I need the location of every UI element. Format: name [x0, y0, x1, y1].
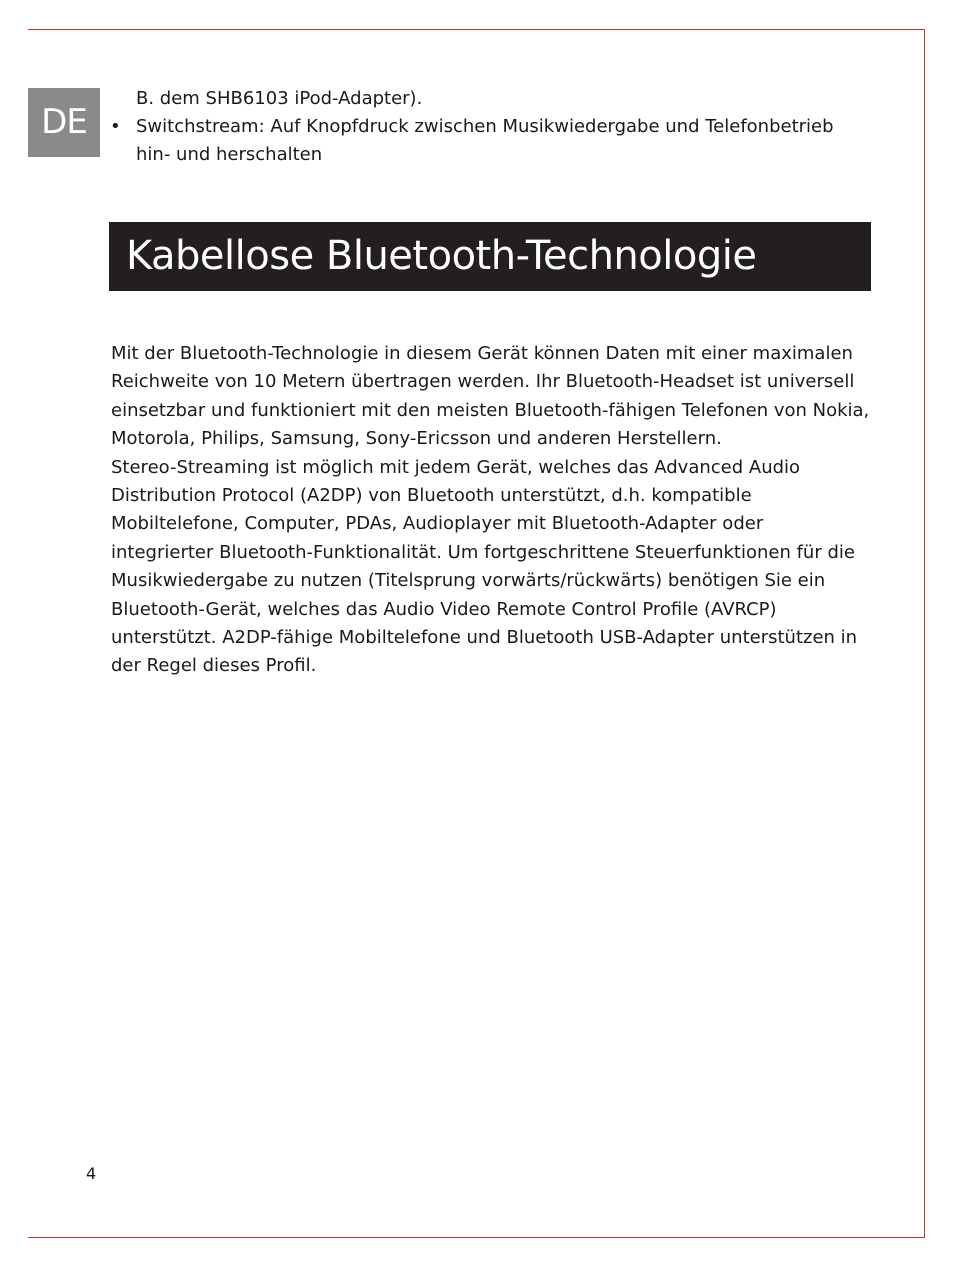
body-line: Bluetooth-Gerät, welches das Audio Video Remote Control Profile (AVRCP): [111, 598, 777, 620]
intro-bullet-block: [110, 85, 890, 169]
crop-line-top: [28, 29, 925, 30]
continuation-line: B. dem SHB6103 iPod-Adapter).: [136, 88, 423, 109]
body-line: Mit der Bluetooth-Technologie in diesem Gerät können Daten mit einer maximalen: [111, 343, 853, 364]
body-line: Stereo-Streaming ist möglich mit jedem Gerät, welches das Advanced Audio: [111, 456, 801, 478]
page-number: 4: [86, 1164, 97, 1183]
bullet-text-line-2: hin- und herschalten: [136, 144, 323, 165]
crop-line-bottom: [28, 1237, 925, 1238]
bullet-icon: •: [110, 116, 121, 137]
crop-line-right: [924, 29, 925, 1238]
body-line: Distribution Protocol (A2DP) von Bluetooth unterstützt, d.h. kompatible: [111, 485, 752, 507]
body-line: Motorola, Philips, Samsung, Sony-Ericsson und anderen Herstellern.: [111, 428, 722, 450]
body-line: integrierter Bluetooth-Funktionalität. Um fortgeschrittene Steuerfunktionen für die: [111, 541, 855, 563]
bullet-text-line-1: Switchstream: Auf Knopfdruck zwischen Musikwiedergabe und Telefonbetrieb: [136, 116, 834, 137]
body-line: unterstützt. A2DP-fähige Mobiltelefone und Bluetooth USB-Adapter unterstützen in: [111, 627, 858, 649]
body-line: Musikwiedergabe zu nutzen (Titelsprung vorwärts/rückwärts) benötigen Sie ein: [111, 570, 826, 592]
body-line: der Regel dieses Profil.: [111, 655, 317, 677]
section-heading: Kabellose Bluetooth-Technologie: [126, 233, 757, 279]
section-body: [111, 340, 886, 681]
body-line: Mobiltelefone, Computer, PDAs, Audioplayer mit Bluetooth-Adapter oder: [111, 513, 764, 535]
body-line: Reichweite von 10 Metern übertragen werden. Ihr Bluetooth-Headset ist universell: [111, 371, 855, 393]
bullet-item: [110, 113, 890, 141]
section-heading-bar: [109, 222, 871, 291]
language-tab: DE: [28, 88, 100, 157]
body-line: einsetzbar und funktioniert mit den meisten Bluetooth-fähigen Telefonen von Nokia,: [111, 399, 870, 421]
